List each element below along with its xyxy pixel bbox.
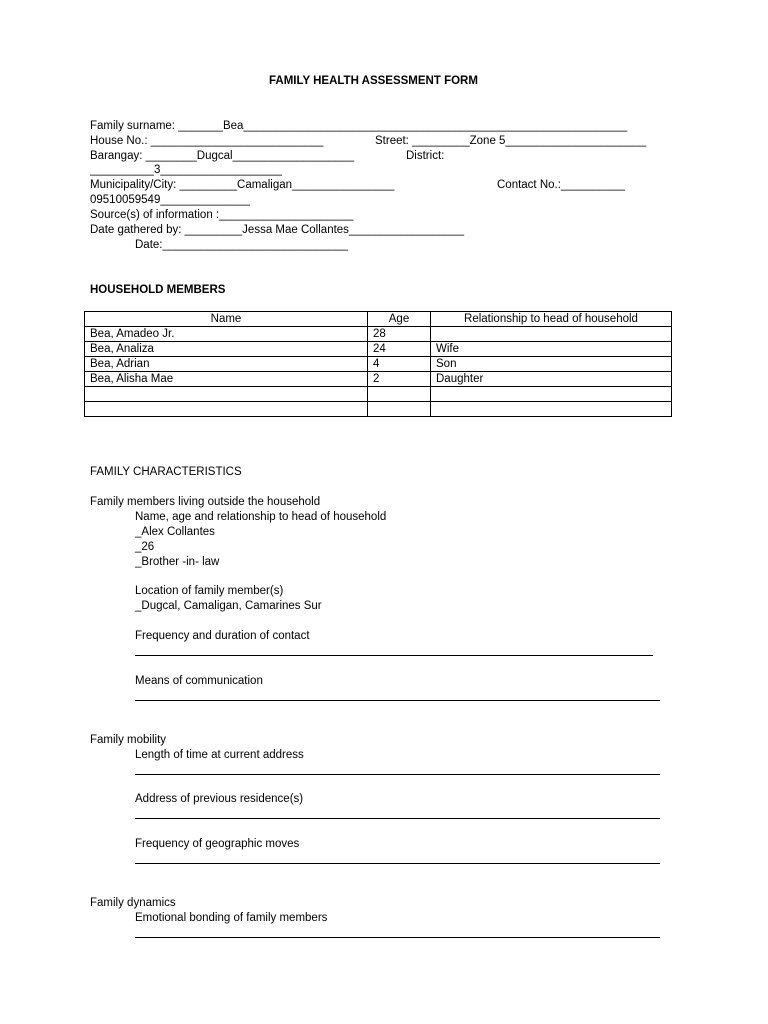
member-relationship xyxy=(431,387,672,402)
geographic-moves-label: Frequency of geographic moves xyxy=(135,838,300,850)
frequency-contact-answer-line xyxy=(135,655,653,656)
member-name xyxy=(85,387,368,402)
date-field: Date:_____________________________ xyxy=(135,239,348,251)
outside-member-relationship: _Brother -in- law xyxy=(135,556,220,568)
table-row xyxy=(85,402,672,417)
name-age-relationship-label: Name, age and relationship to head of household xyxy=(135,511,387,523)
family-surname-field: Family surname: _______Bea____________________________________________________________ xyxy=(90,120,628,132)
location-label: Location of family member(s) xyxy=(135,585,284,597)
member-relationship: Wife xyxy=(431,342,672,357)
district-label: District: xyxy=(406,150,445,162)
member-age: 24 xyxy=(368,342,431,357)
characteristics-heading: FAMILY CHARACTERISTICS xyxy=(90,466,242,478)
member-age xyxy=(368,387,431,402)
member-name: Bea, Alisha Mae xyxy=(85,372,368,387)
previous-address-label: Address of previous residence(s) xyxy=(135,793,304,805)
member-relationship: Son xyxy=(431,357,672,372)
length-time-answer-line xyxy=(135,774,660,775)
member-relationship xyxy=(431,402,672,417)
geographic-moves-answer-line xyxy=(135,863,660,864)
household-heading: HOUSEHOLD MEMBERS xyxy=(90,284,226,296)
length-time-label: Length of time at current address xyxy=(135,749,304,761)
column-header-age: Age xyxy=(368,312,431,327)
mobility-heading: Family mobility xyxy=(90,734,167,746)
means-communication-label: Means of communication xyxy=(135,675,263,687)
member-relationship: Daughter xyxy=(431,372,672,387)
contact-value: 09510059549______________ xyxy=(90,194,250,206)
previous-address-answer-line xyxy=(135,818,660,819)
table-row xyxy=(85,387,672,402)
municipality-field: Municipality/City: _________Camaligan________________ xyxy=(90,179,395,191)
contact-label: Contact No.:__________ xyxy=(497,179,625,191)
member-age: 28 xyxy=(368,327,431,342)
dynamics-heading: Family dynamics xyxy=(90,897,176,909)
member-name: Bea, Adrian xyxy=(85,357,368,372)
member-name xyxy=(85,402,368,417)
frequency-contact-label: Frequency and duration of contact xyxy=(135,630,310,642)
outside-member-age: _26 xyxy=(135,541,155,553)
gathered-by-field: Date gathered by: _________Jessa Mae Collantes__________________ xyxy=(90,224,465,236)
sources-field: Source(s) of information :_____________________ xyxy=(90,209,354,221)
location-value: _Dugcal, Camaligan, Camarines Sur xyxy=(135,600,322,612)
barangay-field: Barangay: ________Dugcal___________________ xyxy=(90,150,355,162)
outside-member-name: _Alex Collantes xyxy=(135,526,215,538)
member-age xyxy=(368,402,431,417)
table-row xyxy=(85,372,672,387)
means-communication-answer-line xyxy=(135,700,660,701)
column-header-name: Name xyxy=(85,312,368,327)
page-title: FAMILY HEALTH ASSESSMENT FORM xyxy=(269,75,478,87)
street-field: Street: _________Zone 5______________________ xyxy=(375,135,647,147)
table-header-row xyxy=(85,312,672,327)
member-age: 4 xyxy=(368,357,431,372)
table-row xyxy=(85,357,672,372)
house-no-field: House No.: ___________________________ xyxy=(90,135,324,147)
emotional-bonding-answer-line xyxy=(135,937,660,938)
table-row xyxy=(85,327,672,342)
emotional-bonding-label: Emotional bonding of family members xyxy=(135,912,328,924)
member-relationship xyxy=(431,327,672,342)
member-name: Bea, Amadeo Jr. xyxy=(85,327,368,342)
table-row xyxy=(85,342,672,357)
district-value: __________3___________________ xyxy=(90,164,282,176)
column-header-relationship: Relationship to head of household xyxy=(431,312,672,327)
member-name: Bea, Analiza xyxy=(85,342,368,357)
member-age: 2 xyxy=(368,372,431,387)
household-members-table xyxy=(84,311,672,417)
outside-members-heading: Family members living outside the household xyxy=(90,496,321,508)
